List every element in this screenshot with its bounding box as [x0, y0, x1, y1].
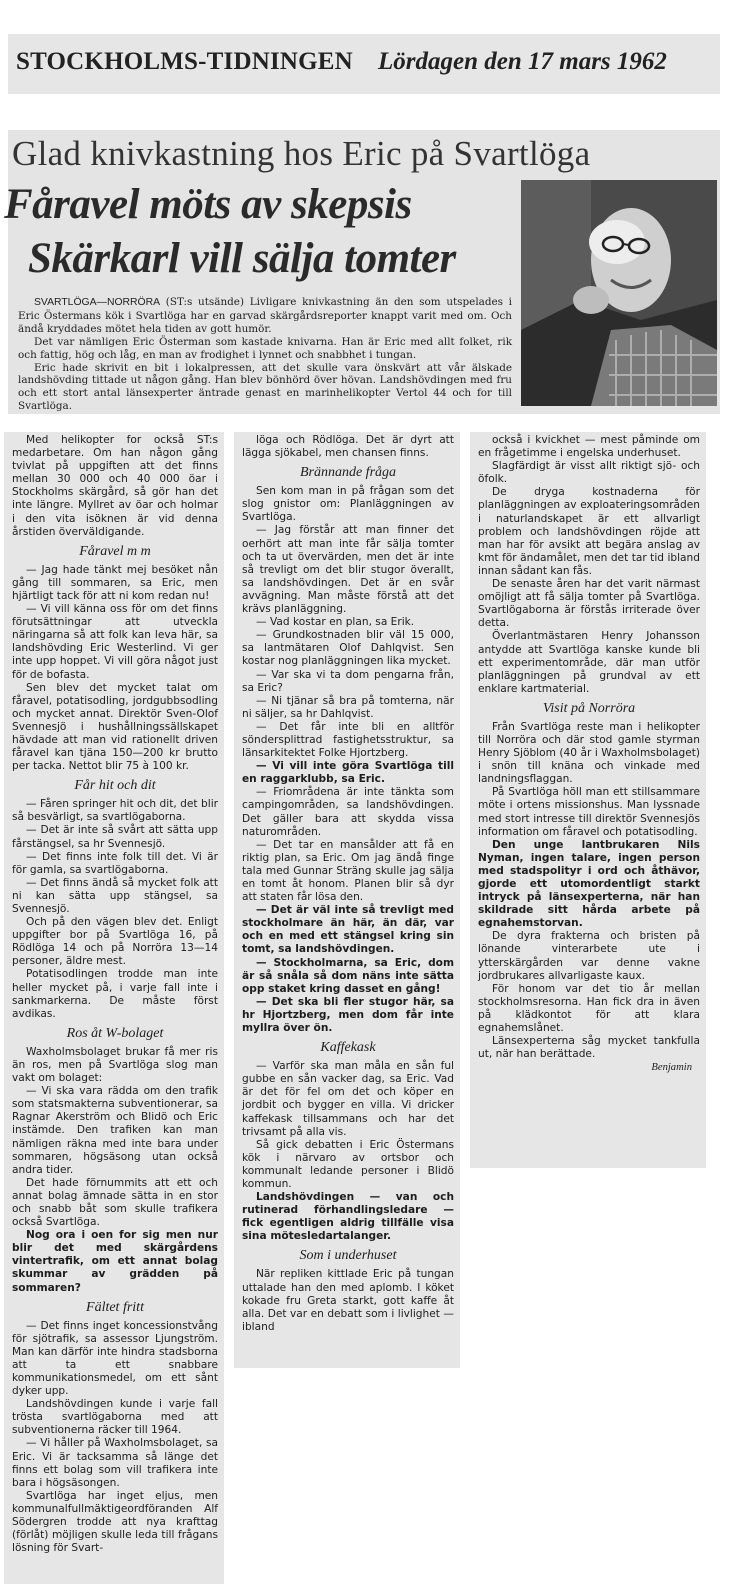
lead-paragraph-1: Livligare knivkastning än den som utspelades i Eric Östermans kök i Svartlöga har en garvad skärgårdsreporter knappt varit med om. Och ändå kryddades mötet hela tiden av gott humör. — [18, 296, 512, 335]
paragraph: Svartlöga har inget eljus, men kommunalfullmäktigeordföranden Alf Södergren trodde att nya krafttag (förlåt) möjligen skulle leda till frågans lösning för Svart- — [12, 1489, 218, 1555]
portrait-illustration — [521, 180, 717, 406]
paragraph: — Jag förstår att man finner det oerhört att man inte får sälja tomter och ta ut övervärden, men det är inte så trevligt om det blir stugor överallt, sa landshövdingen. Det är en svår avvägning. Man måste förstå att det krävs planläggning. — [242, 524, 454, 616]
dateline: SVARTLÖGA—NORRÖRA — [34, 297, 161, 308]
author-signature: Benjamin — [651, 1062, 692, 1074]
paragraph: — Det finns inget koncessionstvång för sjötrafik, sa assessor Ljungström. Man kan därför inte hindra stadsborna att ta ett snabbare kommunikationsmedel, om ett sånt dyker upp. — [12, 1319, 218, 1398]
portrait-photo — [521, 180, 717, 406]
dateline-source: (ST:s utsände) — [165, 296, 244, 308]
paragraph: — Var ska vi ta dom pengarna från, sa Eric? — [242, 668, 454, 694]
subheading: Fåravel m m — [79, 543, 151, 559]
main-headline: Fåravel möts av skepsis — [4, 181, 412, 228]
bold-paragraph: Nog ora i oen for sig men nur blir det med skärgårdens vintertrafik, om ett annat bolag skummar av grädden på sommaren? — [12, 1229, 218, 1294]
paragraph: också i kvickhet — mest påminde om en frågetimme i engelska underhuset. — [478, 434, 700, 460]
paragraph: Landshövdingen kunde i varje fall trösta svartlögaborna med att subventionerna räcker till 1964. — [12, 1398, 218, 1437]
subheading: Får hit och dit — [74, 778, 156, 794]
paragraph: — Varför ska man måla en sån ful gubbe en sån vacker dag, sa Eric. Vad är det för fel om det och köper en jordbit och bygger en villa. Vi dricker kaffekask tillsammans och har det trivsamt på alla vis. — [242, 1060, 454, 1138]
paragraph: — Det finns ändå så mycket folk att ni kan sätta upp stängsel, sa Svennesjö. — [12, 876, 218, 915]
bold-paragraph: — Stockholmarna, sa Eric, dom är så snåla så dom näns inte sätta opp staket kring dasset en gång! — [242, 956, 454, 995]
paragraph: — Fåren springer hit och dit, det blir så besvärligt, sa svartlögaborna. — [12, 798, 218, 824]
column-3 — [470, 432, 706, 1168]
paragraph: De senaste åren har det varit närmast omöjligt att få sälja tomter på Svartlöga. Svartlögaborna är förstås irriterade över detta. — [478, 578, 700, 630]
paragraph: De dyra frakterna och bristen på lönande vinterarbete ute i ytterskärgården var denne vakne jordbrukares allvarligaste kaux. — [478, 930, 700, 982]
bold-paragraph: Landshövdingen — van och rutinerad förhandlingsledare — fick egentligen aldrig tillfälle visa sina mötesledartalanger. — [242, 1191, 454, 1243]
paragraph: — Jag hade tänkt mej besöket nån gång till sommaren, sa Eric, men hjärtligt tack för att ni kom redan nu! — [12, 563, 218, 602]
lead-paragraph-3: Eric hade skrivit en bit i lokalpressen, att det skulle vara önskvärt att vår älskade landshövding tittade ut någon gång. Han blev bönhörd över hövan. Landshövdingen med fru och ett stort antal länsexperter äntrade genast en marinhelikopter Vertol 44 och for till Svartlöga. — [18, 361, 512, 413]
paragraph: Slagfärdigt är visst allt riktigt sjö- och öfolk. — [478, 460, 700, 486]
column-2 — [234, 432, 460, 1368]
paragraph: De dryga kostnaderna för planläggningen av exploateringsområden i naturlandskapet är ett allvarligt problem och landshövdingen röjde att man har för avsikt att begära anslag av kmt för ändamålet, men det tar tid ibland innan sådant kan fås. — [478, 486, 700, 577]
paragraph: — Det är inte så svårt att sätta upp fårstängsel, sa hr Svennesjö. — [12, 824, 218, 850]
second-headline: Skärkarl vill sälja tomter — [28, 235, 456, 282]
paragraph: — Vad kostar en plan, sa Erik. — [256, 616, 415, 629]
kicker-headline: Glad knivkastning hos Eric på Svartlöga — [12, 134, 591, 173]
paragraph: — Friområdena är inte tänkta som campingområden, sa landshövdingen. Det gäller bara att skydda vissa naturområden. — [242, 786, 454, 838]
lead-paragraphs — [18, 296, 512, 413]
paragraph: Från Svartlöga reste man i helikopter till Norröra och där stod gamle styrman Henry Sjöblom (40 år i Waxholmsbolaget) i snön till knäna och vinkade med landningsflaggan. — [478, 720, 700, 786]
subheading: Ros åt W-bolaget — [66, 1025, 164, 1041]
subheading: Brännande fråga — [299, 465, 397, 481]
paragraph: Med helikopter for också ST:s medarbetare. Om han någon gång tvivlat på uppgiften att det finns mellan 30 000 och 40 000 öar i Stockholms skärgård, så gör han det inte längre. Myllret av öar och holmar i den vita isöknen är vid denna årstiden överväldigande. — [12, 434, 218, 538]
paragraph: — Ni tjänar så bra på tomterna, när ni säljer, sa hr Dahlqvist. — [242, 694, 454, 720]
paragraph: När repliken kittlade Eric på tungan uttalade han den med aplomb. I köket kokade fru Greta starkt, gott kaffe åt alla. Det var en debatt som i livlighet — ibland — [242, 1268, 454, 1333]
paragraph: Potatisodlingen trodde man inte heller mycket på, i varje fall inte i sankmarkerna. De måste först avdikas. — [12, 968, 218, 1020]
bold-paragraph: — Det är väl inte så trevligt med stockholmare än här, än där, var och en med ett stängsel kring sin tomt, sa landshövdingen. — [242, 904, 454, 956]
lead-paragraph-2: Det var nämligen Eric Österman som kastade knivarna. Han är Eric med allt folket, rik och fattig, hög och låg, en man av frodighet i lynnet och snabbhet i tungan. — [18, 335, 512, 361]
column-1 — [4, 432, 224, 1584]
paragraph: Sen blev det mycket talat om fåravel, potatisodling, jordgubbsodling och mycket annat. Direktör Sven-Olof Svennesjö i hushållningssällskapet hävdade att man vid rationellt driven fåravel kan tjäna 150—200 kr brutto per tacka. Nettot blir 75 à 100 kr. — [12, 681, 218, 773]
paragraph: Det hade förnummits att ett och annat bolag ämnade sätta in en stor och snabb båt som skulle trafikera också Svartlöga. — [12, 1176, 218, 1229]
paragraph: — Vi vill känna oss för om det finns förutsättningar att utveckla näringarna så att folk kan leva här, sa landshövding Eric Westerlind. Vi ger inte upp hoppet. Vi vill göra något just för de bofasta. — [12, 603, 218, 681]
paragraph: — Det får inte bli en alltför söndersplittrad fastighetsstruktur, sa länsarkitektet Folke Hjortzberg. — [242, 720, 454, 760]
bold-paragraph: — Vi vill inte göra Svartlöga till en raggarklubb, sa Eric. — [242, 760, 454, 786]
paragraph: — Vi håller på Waxholmsbolaget, sa Eric. Vi är tacksamma så länge det finns ett bolag som vill trafikera inte bara i högsäsongen. — [12, 1437, 218, 1489]
subheading: Visit på Norröra — [542, 700, 636, 716]
paragraph: — Grundkostnaden blir väl 15 000, sa lantmätaren Olof Dahlqvist. Sen kostar nog planläggningen lika mycket. — [242, 629, 454, 668]
paragraph: Överlantmästaren Henry Johansson antydde att Svartlöga kanske kunde bli ett experimentområde, där man utför planläggningen på grundval av ett enklare kartmaterial. — [478, 630, 700, 695]
article-header — [4, 130, 720, 414]
subheading: Kaffekask — [320, 1040, 376, 1056]
paragraph: På Svartlöga höll man ett stillsammare möte i ortens missionshus. Man lyssnade med stort intresse till direktör Svennesjös information om fåravel och potatisodling. — [478, 786, 700, 838]
newspaper-name: STOCKHOLMS-TIDNINGEN — [16, 48, 353, 75]
paragraph: löga och Rödlöga. Det är dyrt att lägga sjökabel, men chansen finns. — [242, 434, 454, 460]
paragraph: Sen kom man in på frågan som det slog gnistor om: Planläggningen av Svartlöga. — [242, 485, 454, 524]
paragraph: — Vi ska vara rädda om den trafik som statsmakterna subventionerar, sa Ragnar Akerström och Blidö och Eric instämde. Den trafiken kan man nämligen räkna med inte bara under sommaren, högsäsong utan också andra tider. — [12, 1085, 218, 1176]
bold-paragraph: — Det ska bli fler stugor här, sa hr Hjortzberg, men dom får inte myllra över ön. — [242, 995, 454, 1035]
paragraph: Waxholmsbolaget brukar få mer ris än ros, men på Svartlöga slog man vakt om bolaget: — [12, 1045, 218, 1085]
paragraph: — Det finns inte folk till det. Vi är för gamla, sa svartlögaborna. — [12, 850, 218, 876]
paragraph: För honom var det tio år mellan stockholmsresorna. Han fick dra in även på klädkontot för att klara egnahemslånet. — [478, 982, 700, 1035]
issue-date: Lördagen den 17 mars 1962 — [378, 48, 667, 75]
paragraph: Så gick debatten i Eric Östermans kök i närvaro av ortsbor och kommunalt ledande personer i Blidö kommun. — [242, 1138, 454, 1190]
subheading: Som i underhuset — [299, 1248, 397, 1264]
paragraph: Och på den vägen blev det. Enligt uppgifter bor på Svartlöga 16, på Rödlöga 14 och på Norröra 13—14 personer, äldre mest. — [12, 916, 218, 968]
subheading: Fältet fritt — [86, 1299, 144, 1315]
masthead — [8, 34, 720, 94]
bold-paragraph: Den unge lantbrukaren Nils Nyman, ingen talare, ingen person med stadspolityr i ord och åthävor, gjorde ett utomordentligt starkt intryck på länsexperterna, när han skildrade sitt hårda arbete på egnahemstorvan. — [478, 838, 700, 930]
paragraph: Länsexperterna såg mycket tankfulla ut, när han berättade. — [478, 1035, 700, 1061]
paragraph: — Det tar en mansålder att få en riktig plan, sa Eric. Om jag ändå finge tala med Gunnar Sträng skulle jag sälja en tomt åt honom. Planen blir så dyr att staten får lösa den. — [242, 838, 454, 904]
